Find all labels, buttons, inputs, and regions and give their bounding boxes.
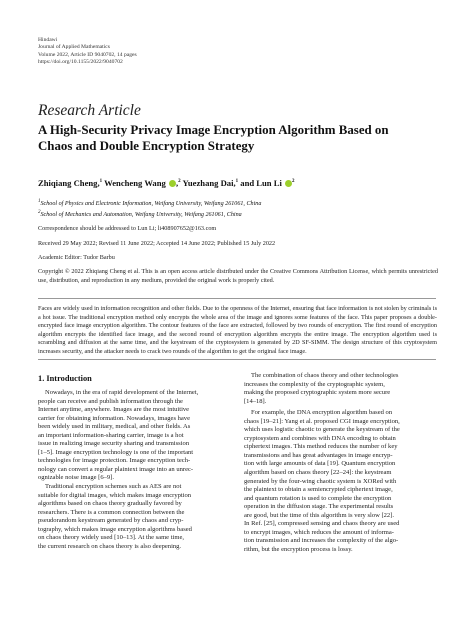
correspondence-note: Correspondence should be addressed to Lun Li; li408907652@163.com (38, 225, 217, 232)
body-line: chaos [19–21]: Yang et al. proposed CGI image encryption, (244, 417, 400, 425)
affiliation-1: $^1$School of Physics and Electronic Information, Weifang University, Weifang 261061, China (38, 199, 262, 208)
body-line: [1–5]. Image encryption technology is one of the important (38, 448, 194, 456)
body-line: rithm, but the encryption process is lossy. (244, 545, 353, 553)
body-line: transmissions and has great advantages in image encryp- (244, 451, 393, 459)
divider-top (38, 298, 436, 299)
body-line: which uses logistic chaotic to generate the keystream of the (244, 426, 400, 434)
abstract: Faces are widely used in information recognition and other fields. Due to the openness of the Internet, ensuring that face information is not stolen by criminals is a hot issue. The traditional encryption method only encrypts the whole area of the image and ignores some features of the face. This paper proposes a double-encrypted face image encryption algorithm. The contour features of the face are extracted, followed by two rounds of encryption. The first round of encryption algorithm encrypts the identified face image, and the second round of encryption algorithm encrypts the entire image. The encryption algorithm used is scrambling and diffusion at the same time, and the keystream of the cryptosystem is generated by 2D SF-SIMM. The design structure of this cryptosystem increases security, and the attacker needs to crack two rounds of the algorithm to get the original face image. (38, 305, 437, 355)
body-line: generated by the four-wing chaotic system is XORed with (244, 477, 397, 485)
body-line: ognizable noise image [6–9]. (38, 474, 114, 482)
publication-dates: Received 29 May 2022; Revised 11 June 2022; Accepted 14 June 2022; Published 15 July 2022 (38, 240, 276, 247)
body-line: issue in realizing image security sharing and transmission (38, 440, 190, 448)
title-line-2: Chaos and Double Encryption Strategy (38, 139, 255, 153)
body-line: are good, but the time of this algorithm is very slow [22]. (244, 511, 395, 519)
body-column-right (244, 372, 400, 554)
title-line-1: A High-Security Privacy Image Encryption Algorithm Based on (38, 123, 389, 137)
body-line: tion transmission and increases the complexity of the algo- (244, 537, 399, 545)
body-line: suitable for digital images, which makes image encryption (38, 491, 192, 499)
body-line: and quantum rotation is used to complete the encryption (244, 494, 392, 502)
body-line: increases the complexity of the cryptographic system, (244, 380, 385, 388)
body-line: For example, the DNA encryption algorithm based on (251, 409, 393, 417)
body-line: The combination of chaos theory and other technologies (251, 372, 399, 379)
body-line: the plaintext to obtain a semiencrypted ciphertext image, (244, 486, 393, 494)
body-line: been widely used in military, medical, and other fields. As (38, 423, 191, 431)
affiliation-2: $^2$School of Mechanics and Automation, Weifang University, Weifang 261061, China (38, 209, 242, 218)
body-line: algorithm based on chaos theory [22–24]: the keystream (244, 469, 392, 477)
affiliations (38, 198, 261, 220)
body-line: tography, which makes image encryption algorithms based (38, 525, 192, 533)
body-line: cryptosystem and combines with DNA encoding to obtain (244, 434, 396, 442)
body-line: carrier for obtaining information. Nowadays, images have (38, 414, 190, 422)
section-heading: 1. Introduction (38, 374, 92, 383)
doi-link[interactable]: https://doi.org/10.1155/2022/9040702 (38, 59, 123, 66)
author-3: Yuezhang Dai, (182, 178, 236, 188)
publisher-name: Hindawi (38, 37, 58, 43)
body-line: operation in the diffusion stage. The experimental results (244, 503, 394, 511)
volume-info: Volume 2022, Article ID 9040702, 14 pages (38, 51, 137, 58)
body-line: making the proposed cryptographic system more secure (244, 389, 391, 397)
journal-name: Journal of Applied Mathematics (38, 44, 110, 51)
body-line: people can receive and publish information through the (38, 397, 183, 405)
body-line: on chaos theory widely used [10–13]. At the same time, (38, 534, 185, 542)
body-line: tion with large amounts of data [19]. Quantum encryption (244, 460, 396, 468)
author-4: and Lun Li (240, 178, 282, 188)
body-line: pseudorandom keystream generated by chaos and cryp- (38, 517, 184, 525)
article-type: Research Article (38, 102, 141, 119)
orcid-icon[interactable] (285, 180, 292, 187)
body-column-left (38, 389, 198, 551)
orcid-icon[interactable] (169, 180, 176, 187)
divider-bottom (38, 359, 436, 360)
body-line: to encrypt images, which reduces the amount of informa- (244, 528, 394, 536)
body-line: Traditional encryption schemes such as AES are not (45, 483, 182, 491)
journal-header (38, 37, 137, 67)
body-line: an important information-sharing carrier, image is a hot (38, 431, 184, 439)
copyright-notice: Copyright © 2022 Zhiqiang Cheng et al. This is an open access article distributed under the Creative Commons Attribution License, which permits unrestricted use, distribution, and reproduction in any medium, provided the original work is properly cited. (38, 268, 438, 284)
academic-editor: Academic Editor: Tudor Barbu (38, 254, 115, 261)
body-line: Nowadays, in the era of rapid development of the Internet, (45, 389, 199, 396)
body-line: technologies for image protection. Image encryption tech- (38, 457, 191, 465)
body-line: algorithms based on chaos theory gradually favored by (38, 500, 182, 508)
author-1: Zhiqiang Cheng, (38, 178, 100, 188)
article-title (38, 122, 438, 154)
body-line: In Ref. [25], compressed sensing and chaos theory are used (244, 520, 400, 528)
body-line: [14–18]. (244, 397, 267, 405)
author-list: Zhiqiang Cheng,$^1$ Wencheng Wang ,$^2$ Yuezhang Dai,$^1$ and Lun Li $^2$ (38, 178, 295, 188)
author-2: Wencheng Wang (104, 178, 166, 188)
body-line: the current research on chaos theory is also deepening. (38, 542, 182, 550)
body-line: researchers. There is a common connection between the (38, 508, 185, 516)
body-line: ciphertext images. This method reduces the number of key (244, 443, 398, 451)
body-line: Internet anytime, anywhere. Images are the most intuitive (38, 406, 190, 414)
body-line: nology can convert a regular plaintext image into an unrec- (38, 465, 194, 473)
